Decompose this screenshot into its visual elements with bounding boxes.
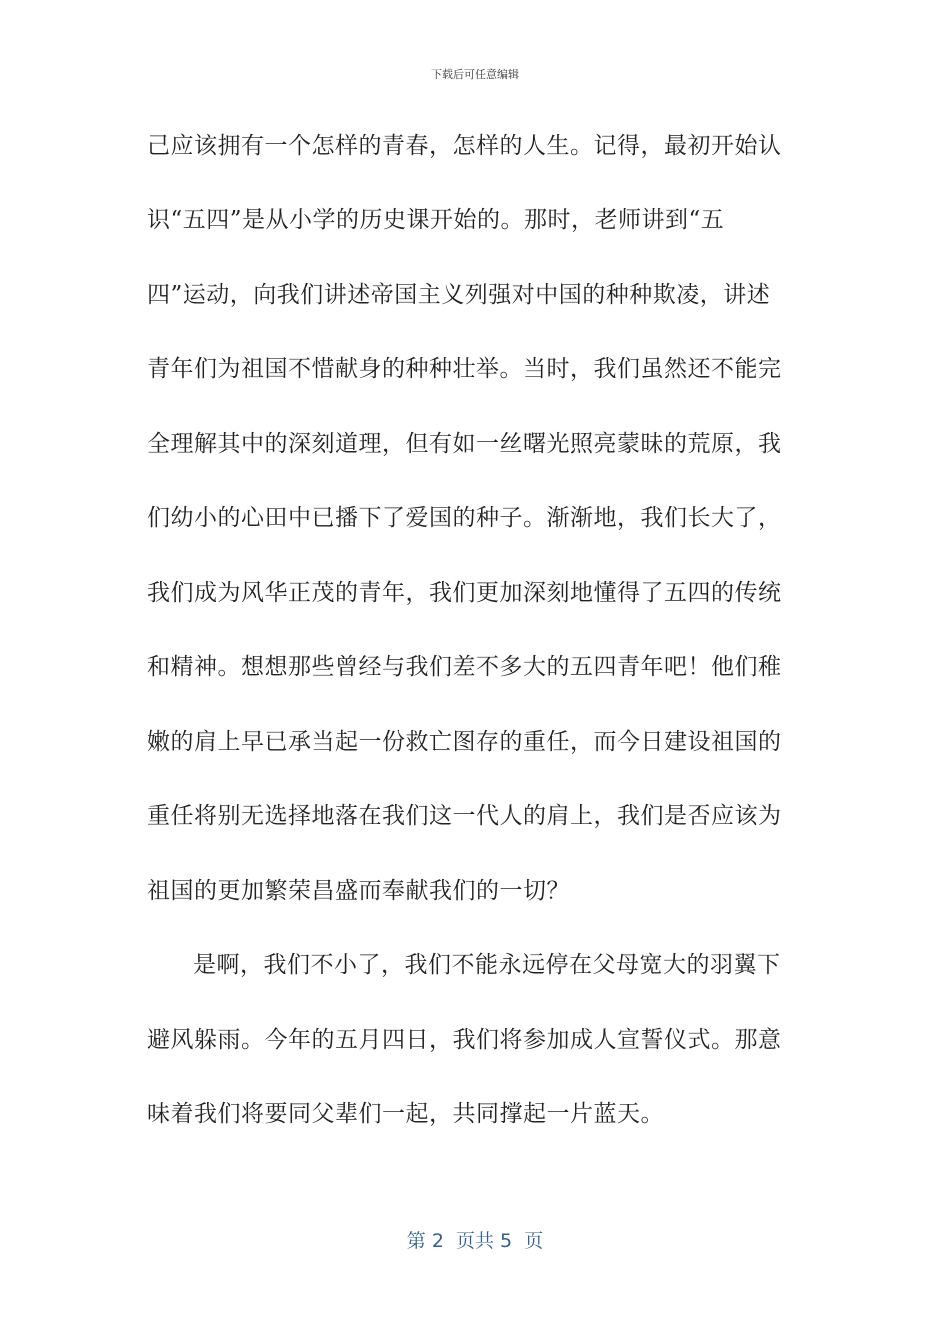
text-line: 识“五四”是从小学的历史课开始的。那时，老师讲到“五 (147, 207, 725, 233)
text-line: 和精神。想想那些曾经与我们差不多大的五四青年吧！他们稚 (147, 654, 782, 680)
text-line: 们幼小的心田中已播下了爱国的种子。渐渐地，我们长大了， (147, 505, 782, 531)
text-line: 青年们为祖国不惜献身的种种壮举。当时，我们虽然还不能完 (147, 356, 782, 382)
text-line: 四”运动，向我们讲述帝国主义列强对中国的种种欺凌，讲述 (147, 282, 771, 308)
text-line: 己应该拥有一个怎样的青春，怎样的人生。记得，最初开始认 (147, 133, 782, 159)
text-line: 避风躲雨。今年的五月四日，我们将参加成人宣誓仪式。那意 (147, 1027, 782, 1053)
text-line: 重任将别无选择地落在我们这一代人的肩上，我们是否应该为 (147, 803, 782, 829)
text-line: 味着我们将要同父辈们一起，共同撑起一片蓝天。 (147, 1101, 664, 1127)
text-line: 嫩的肩上早已承当起一份救亡图存的重任，而今日建设祖国的 (147, 729, 782, 755)
page-header: 下载后可任意编辑 (431, 68, 519, 81)
text-line: 是啊，我们不小了，我们不能永远停在父母宽大的羽翼下 (193, 952, 781, 978)
page-number: 第 2 页共 5 页 (406, 1230, 544, 1252)
text-line: 我们成为风华正茂的青年，我们更加深刻地懂得了五四的传统 (147, 580, 782, 606)
text-line: 全理解其中的深刻道理，但有如一丝曙光照亮蒙昧的荒原，我 (147, 431, 782, 457)
text-line: 祖国的更加繁荣昌盛而奉献我们的一切？ (147, 878, 570, 904)
